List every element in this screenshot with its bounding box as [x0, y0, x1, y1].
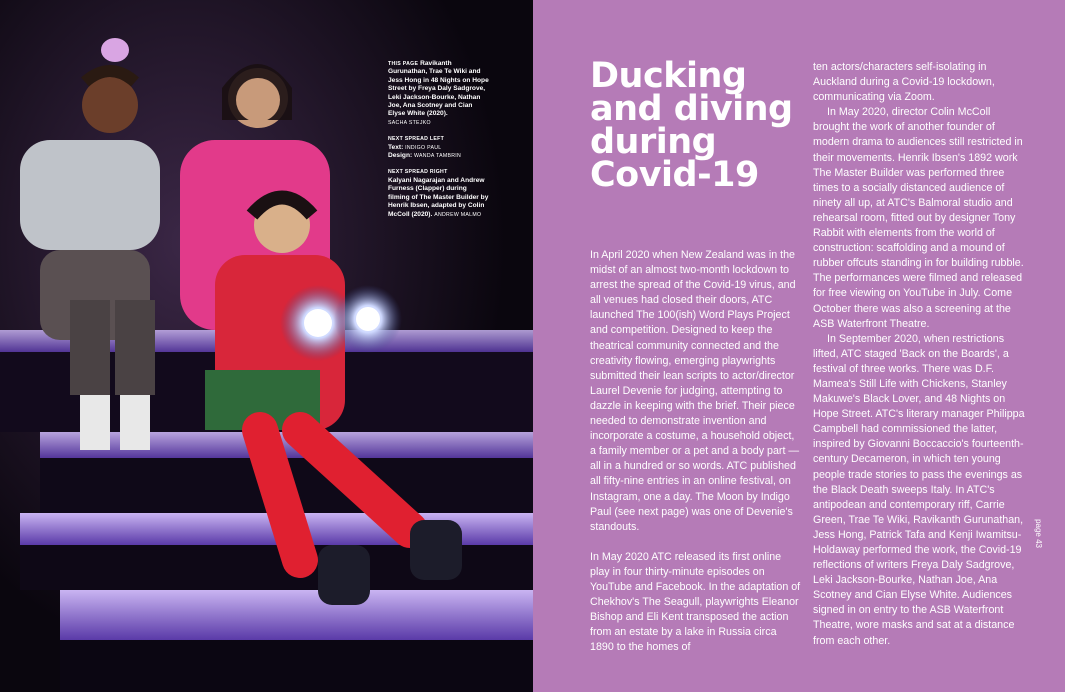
- caption-field-value: INDIGO PAUL: [405, 144, 442, 151]
- caption-text: Ravikanth Gurunathan, Trae Te Wiki and Jess Hong in 48 Nights on Hope Street by Freya Daly Sadgrove, Leki Jackson-Bourke, Nathan Joe, Ana Scotney and Cian Elyse White (2020).: [388, 60, 489, 118]
- paragraph: In April 2020 when New Zealand was in the midst of an almost two-month lockdown to arrest the spread of the Covid-19 virus, and all venues had closed their doors, ATC launched The 100(ish) Word Plays Project and competition. Designed to keep the theatrical community connected and the creativity flowing, emerging playwrights submitted their lean scripts to actor/director Laurel Devenie for judging, attempting to dazzle in keeping with the brief. Their piece needed to demonstrate invention and incorporate a costume, a household object, a family member or a pet and a body part — all in a hundred or so words. ATC published all fifty-nine entries in an online festival, on Instagram, one a day. The Moon by Indigo Paul (see next page) was one of Devenie's standouts.: [590, 249, 800, 533]
- caption-next-right: [388, 168, 490, 218]
- paragraph: In May 2020 ATC released its first online play in four thirty-minute episodes on YouTube and Facebook. In the adaptation of Chekhov's The Seagull, playwrights Eleanor Bishop and Eli Kent transposed the action from an estate by a lake in Russia circa 1890 to the homes of: [590, 550, 801, 654]
- photo-credit: ANDREW MALMO: [434, 211, 482, 218]
- caption-next-left: [388, 135, 490, 160]
- photo-caption: [388, 60, 490, 227]
- caption-label: NEXT SPREAD LEFT: [388, 136, 445, 143]
- caption-label: THIS PAGE: [388, 61, 419, 67]
- article-column-1: [590, 248, 802, 655]
- caption-field-value: WANDA TAMBRIN: [414, 153, 462, 160]
- caption-label: NEXT SPREAD RIGHT: [388, 169, 448, 176]
- article-page: [533, 0, 1065, 692]
- caption-field-label: Design:: [388, 152, 413, 160]
- article-headline: Ducking and diving during Covid-19: [590, 56, 793, 195]
- paragraph: In September 2020, when restrictions lifted, ATC staged 'Back on the Boards', a festival of three works. There was D.F. Mamea's Still Life with Chickens, Stanley Makuwe's Black Lover, and 48 Nights on Hope Street. ATC's literary manager Philippa Campbell had commissioned the latter, inspired by Giovanni Boccaccio's fourteenth-century Decameron, in which ten young people trade stories to pass the evenings as the Black Death sweeps Italy. In ATC's antipodean and contemporary riff, Carrie Green, Trae Te Wiki, Ravikanth Gurunathan, Jess Hong, Patrick Tafa and Kenji Iwamitsu-Holdaway performed the work, the Covid-19 reflections of writers Freya Daly Sadgrove, Leki Jackson-Bourke, Nathan Joe, Ana Scotney and Cian Elyse White. Audiences signed in on entry to the ASB Waterfront Theatre, wore masks and sat at a distance from each other.: [813, 332, 1025, 647]
- article-column-2: [813, 60, 1027, 649]
- page-number: page 43: [1034, 519, 1043, 548]
- caption-field-label: Text:: [388, 143, 404, 151]
- paragraph: In May 2020, director Colin McColl brought the work of another founder of modern drama to audiences still restricted in their movements. Henrik Ibsen's 1892 work The Master Builder was performed three times to a socially distanced audience of ninety all up, at ATC's Balmoral studio and rehearsal room, fitted out by designer Tony Rabbit with elements from the world of construction: scaffolding and a mound of rubber offcuts standing in for building rubble. The performances were filmed and released for free viewing on YouTube in July. Come October there was also a screening at the ASB Waterfront Theatre.: [813, 106, 1024, 330]
- photo-credit: SACHA STEJKO: [388, 119, 431, 126]
- paragraph: ten actors/characters self-isolating in Auckland during a Covid-19 lockdown, communicating via Zoom.: [813, 61, 995, 104]
- caption-this-page: [388, 60, 490, 127]
- caption-text: Kalyani Nagarajan and Andrew Furness (Clapper) during filming of The Master Builder by Henrik Ibsen, adapted by Colin McColl (2020).: [388, 176, 489, 218]
